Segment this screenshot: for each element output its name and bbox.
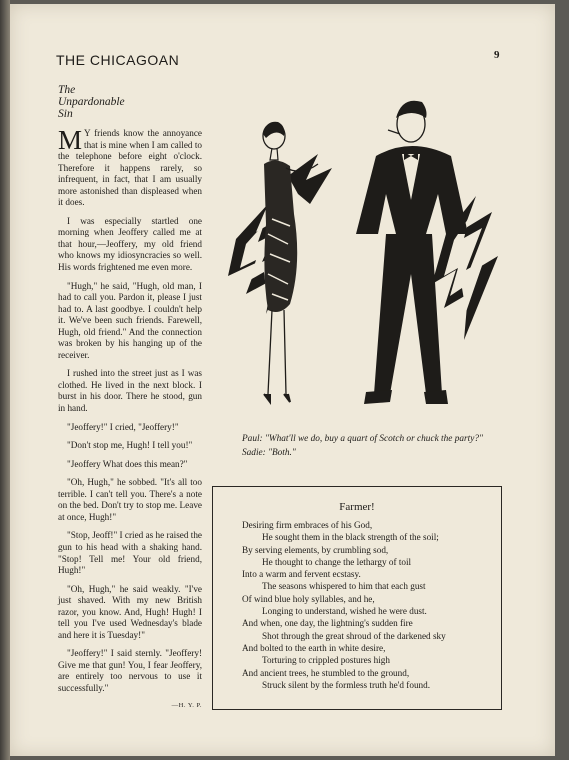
story-paragraph: I was especially startled one morning when Jeoffery called me at that hour,—Jeoffery, my old friend who knows my idiosyncracies so well. His words frightened me even more. [58, 215, 202, 273]
poem-box [212, 486, 502, 710]
story-title-line: Unpardonable [58, 96, 125, 108]
caption-line: Paul: "What'll we do, buy a quart of Scotch or chuck the party?" [242, 434, 483, 444]
story-paragraph: M Y friends know the annoyance that is mine when I am called to the telephone before eight o'clock. Therefore it happens rarely, so infrequent, in fact, that I am usually more astonished than displeased when it does. [58, 125, 202, 208]
lightning-bolt-center [288, 154, 332, 204]
poem-line: And ancient trees, he stumbled to the ground, [242, 667, 410, 678]
story-paragraph: "Oh, Hugh," he sobbed. "It's all too terrible. I can't tell you. There's a note on the bed. Don't try to stop me. Leave at once, Hugh!" [58, 477, 202, 522]
poem-line: Of wind blue holy syllables, and he, [242, 593, 375, 604]
poem-line: Longing to understand, wished he were dust. [262, 606, 427, 617]
story-paragraph: "Don't stop me, Hugh! I tell you!" [67, 440, 193, 451]
poem-line: Shot through the great shroud of the darkened sky [262, 630, 446, 641]
story-title-line: Sin [58, 108, 73, 120]
magazine-page [10, 4, 555, 756]
caption-line: Sadie: "Both." [242, 448, 296, 458]
man-trousers [374, 234, 442, 394]
cartoon-illustration [206, 84, 506, 429]
poem-line: And when, one day, the lightning's sudden fire [242, 618, 413, 629]
story-paragraph: "Jeoffery!" I said sternly. "Jeoffery! Give me that gun! You, I fear Jeoffery, are entirely too nervous to use it successfully." [58, 648, 202, 693]
drop-cap: M [58, 125, 83, 155]
story-paragraph: "Jeoffery What does this mean?" [67, 458, 188, 469]
page-number: 9 [494, 49, 500, 61]
poem-line: Struck silent by the formless truth he'd found. [262, 679, 431, 690]
poem-line: And bolted to the earth in white desire, [242, 642, 386, 653]
woman-legs [268, 310, 286, 394]
masthead: THE CHICAGOAN [56, 52, 180, 68]
woman-neck [270, 148, 278, 160]
book-spine [0, 0, 10, 760]
story-column [58, 125, 202, 711]
story-paragraph: I rushed into the street just as I was clothed. He lived in the next block. I burst in his door. There he stood, gun in hand. [58, 368, 202, 414]
poem-line: He thought to change the lethargy of toil [262, 556, 412, 567]
poem-line: Into a warm and fervent ecstasy. [242, 569, 361, 580]
poem-title: Farmer! [339, 501, 375, 513]
story-signature: —H. Y. P. [171, 701, 202, 709]
poem-lines [242, 519, 498, 691]
woman-shoes [264, 394, 290, 402]
poem-line: He sought them in the black strength of the soil; [262, 532, 439, 543]
poem-line: By serving elements, by crumbling sod, [242, 544, 389, 555]
story-title-line: The [58, 84, 76, 96]
poem-line: The seasons whispered to him that each gust [262, 581, 426, 592]
story-paragraph: "Stop, Jeoff!" I cried as he raised the gun to his head with a shaking hand. "Stop! Tell me! Your old friend, Hugh!" [58, 530, 202, 576]
man-shoes [364, 390, 448, 404]
poem-line: Torturing to crippled postures high [262, 655, 390, 666]
poem-line: Desiring firm embraces of his God, [242, 520, 373, 530]
story-paragraph: "Hugh," he said, "Hugh, old man, I had to call you. Pardon it, please I just had to. A last goodbye. I couldn't help it. We've been such friends. Farewell, Hugh, old friend." And the connection was broken by his hanging up of the receiver. [58, 280, 202, 360]
story-paragraph: "Oh, Hugh," he said weakly. "I've just shaved. With my new British razor, you know. And, Hugh! Hugh! I tell you I've used Wednesday's blade and here it is Tuesday!" [58, 583, 202, 640]
story-title [58, 84, 208, 120]
story-paragraph: "Jeoffery!" I cried, "Jeoffery!" [67, 421, 179, 432]
cartoon-caption [242, 434, 492, 459]
